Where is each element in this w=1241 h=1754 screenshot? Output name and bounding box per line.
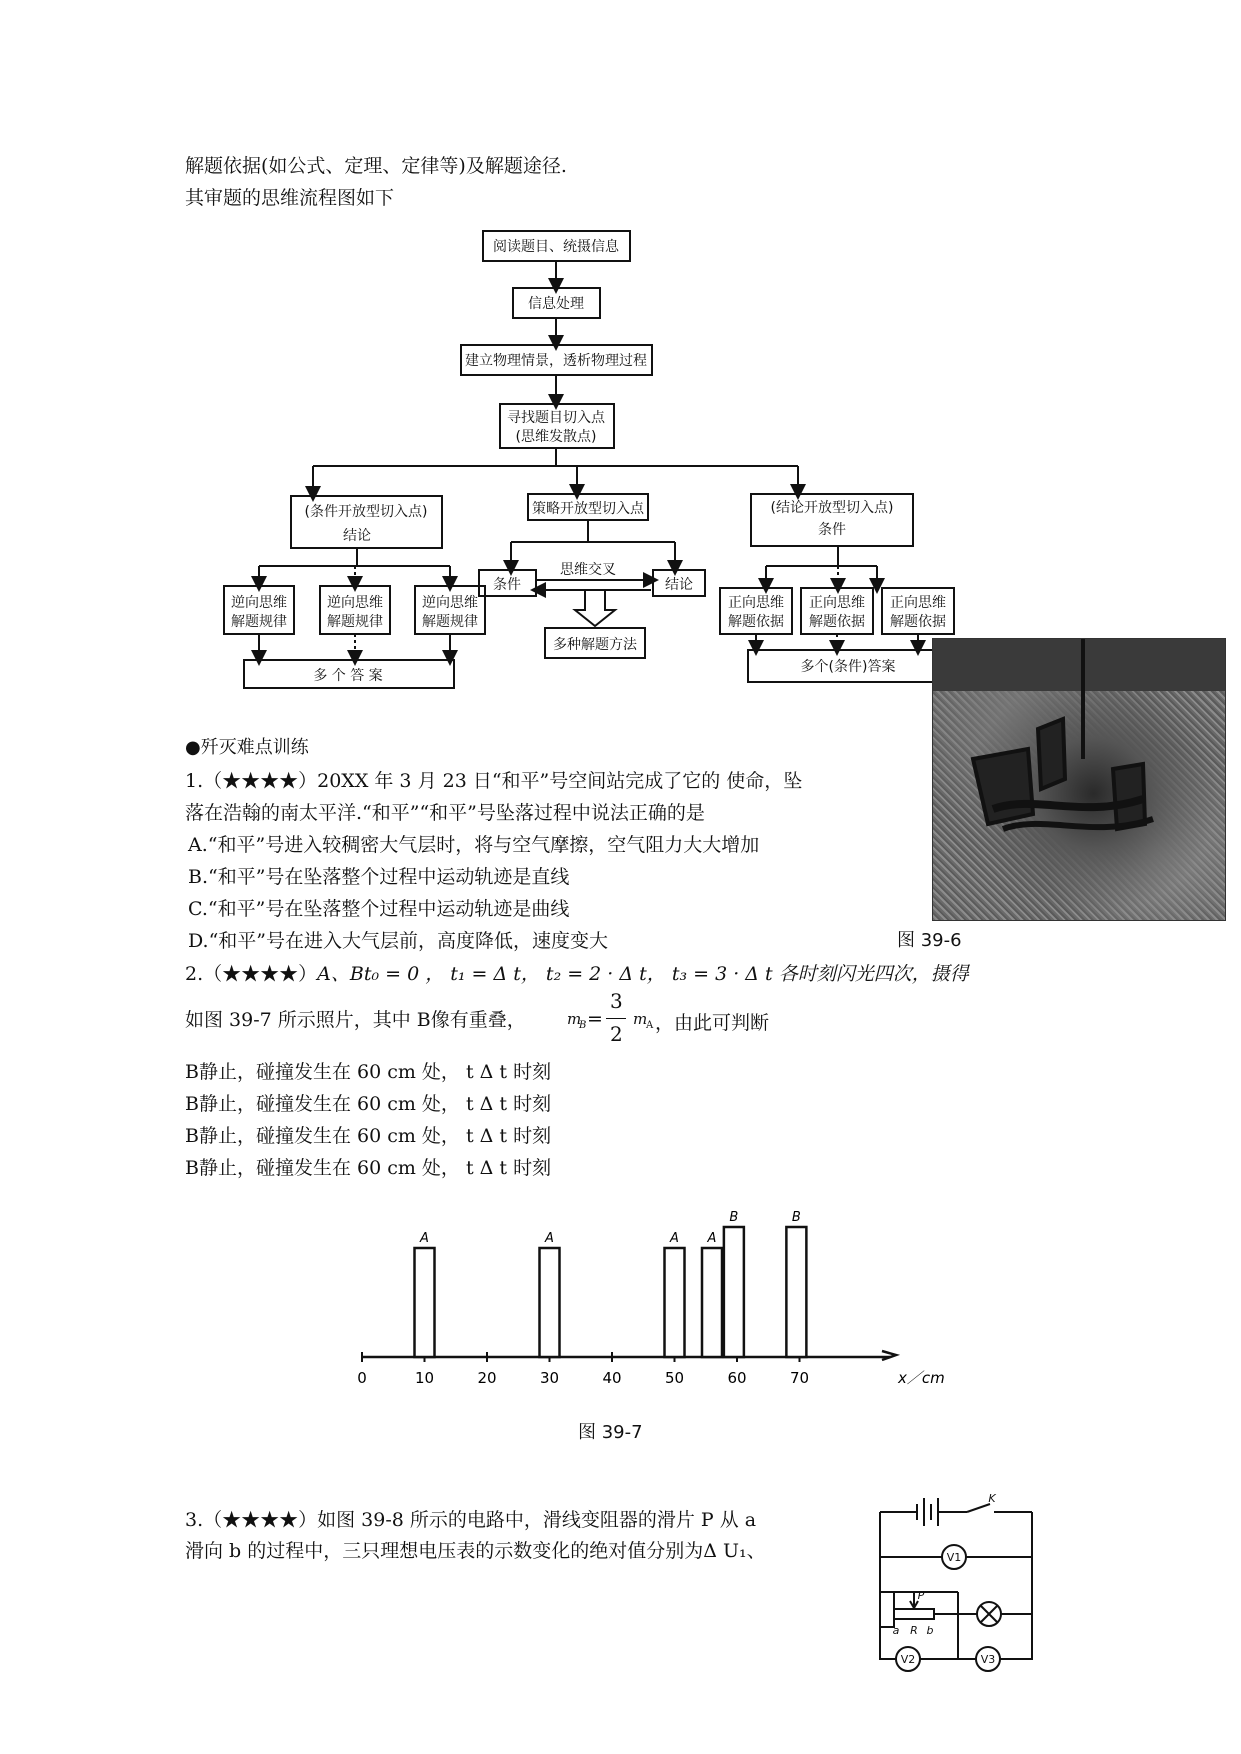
q1-option-d: D.“和平”号在进入大气层前，高度降低，速度变大 xyxy=(188,930,609,952)
step-1-label: 阅读题目、统摄信息 xyxy=(493,239,619,255)
intro-line-2: 其审题的思维流程图如下 xyxy=(185,187,395,209)
x-tick-label: 50 xyxy=(664,1369,685,1387)
thinking-flowchart xyxy=(231,228,950,693)
right-result-label: 多个(条件)答案 xyxy=(800,659,896,675)
slider-label: P xyxy=(917,1589,925,1602)
figure-39-6-caption: 图 39-6 xyxy=(897,930,962,951)
x-tick-label: 40 xyxy=(602,1369,622,1387)
q1-option-c: C.“和平”号在坠落整个过程中运动轨迹是曲线 xyxy=(188,898,570,920)
mid-head-label: 策略开放型切入点 xyxy=(532,501,644,517)
mid-concl-label: 结论 xyxy=(665,577,693,593)
block-a xyxy=(540,1248,560,1357)
block-a xyxy=(415,1248,435,1357)
q1-option-a: A.“和平”号进入较稠密大气层时，将与空气摩擦，空气阻力大大增加 xyxy=(188,834,760,856)
block-label: A xyxy=(420,1231,429,1246)
q2-line-2 xyxy=(185,1008,526,1032)
x-tick-label: 0 xyxy=(357,1369,367,1387)
x-tick-label: 70 xyxy=(789,1369,810,1387)
mid-cross-label: 思维交叉 xyxy=(560,562,616,578)
x-tick-label: 30 xyxy=(539,1369,560,1387)
q2-prefix: 2.（★★★★） xyxy=(185,963,318,985)
block-label: A xyxy=(545,1231,554,1246)
x-tick-label: 20 xyxy=(477,1369,497,1387)
block-label: A xyxy=(670,1231,679,1246)
q2-option-1: B静止，碰撞发生在 60 cm 处， t Δ t 时刻 xyxy=(185,1061,552,1083)
q2-line-1-body: A、Bt₀ = 0 ， t₁ = Δ t， t₂ = 2 · Δ t， t₃ = 3 · Δ t 各时刻闪光四次，摄得 xyxy=(317,963,969,985)
figure-39-7-caption: 图 39-7 xyxy=(578,1422,643,1443)
frac-bar xyxy=(606,1018,626,1019)
mass-rhs-sub: A xyxy=(646,1020,654,1031)
x-tick-label: 60 xyxy=(727,1369,747,1387)
x-axis-label: x／cm xyxy=(898,1369,945,1387)
left-sub-2-l2: 解题规律 xyxy=(327,614,383,630)
right-sub-3-l2: 解题依据 xyxy=(890,614,946,630)
switch-blade xyxy=(967,1504,990,1512)
left-head-label-2: 结论 xyxy=(343,528,371,544)
left-sub-3-l2: 解题规律 xyxy=(422,614,478,630)
block-label: A xyxy=(707,1231,717,1246)
rheostat xyxy=(894,1609,934,1619)
right-head-label-2: 条件 xyxy=(818,522,846,538)
right-sub-3-l1: 正向思维 xyxy=(890,595,946,611)
q2-line-2-suffix: ，由此可判断 xyxy=(655,1012,770,1034)
rheo-b-label: b xyxy=(926,1624,934,1637)
step-4-label-2: (思维发散点) xyxy=(515,429,597,445)
left-sub-3-l1: 逆向思维 xyxy=(422,595,478,611)
q2-line-2-prefix: 如图 39-7 所示照片，其中 B像有重叠， xyxy=(185,1009,526,1031)
step-2-label: 信息处理 xyxy=(528,296,584,312)
figure-39-7 xyxy=(350,1210,945,1400)
right-sub-2-l2: 解题依据 xyxy=(809,614,865,630)
x-tick-label: 10 xyxy=(414,1369,435,1387)
left-head-label-1: (条件开放型切入点) xyxy=(304,504,428,520)
q1-line-2: 落在浩翰的南太平洋.“和平”“和平”号坠落过程中说法正确的是 xyxy=(185,802,705,824)
mass-lhs: m xyxy=(567,1010,582,1028)
right-sub-2-l1: 正向思维 xyxy=(809,595,865,611)
q2-option-4: B静止，碰撞发生在 60 cm 处， t Δ t 时刻 xyxy=(185,1157,552,1179)
mass-lhs-sub: B xyxy=(579,1020,587,1031)
block-b xyxy=(724,1227,744,1357)
mass-eq: = xyxy=(587,1008,603,1030)
right-sub-1-l1: 正向思维 xyxy=(728,595,784,611)
q2-line-1 xyxy=(185,962,969,986)
left-sub-2-l1: 逆向思维 xyxy=(327,595,383,611)
rheo-a-label: a xyxy=(892,1624,900,1637)
block-a xyxy=(665,1248,685,1357)
frac-denominator: 2 xyxy=(610,1022,623,1046)
x-axis-arrow xyxy=(882,1351,896,1360)
v3-label: V3 xyxy=(980,1653,996,1666)
rheo-r-label: R xyxy=(910,1624,918,1637)
space-station-photo xyxy=(932,638,1226,921)
v1-label: V1 xyxy=(946,1551,962,1564)
left-result-label: 多 个 答 案 xyxy=(313,668,383,684)
mid-cond-label: 条件 xyxy=(493,577,521,593)
right-head-label-1: (结论开放型切入点) xyxy=(770,500,894,516)
q2-option-3: B静止，碰撞发生在 60 cm 处， t Δ t 时刻 xyxy=(185,1125,552,1147)
intro-line-1: 解题依据(如公式、定理、定律等)及解题途径. xyxy=(185,155,567,177)
mass-rhs: m xyxy=(633,1010,648,1028)
v2-label: V2 xyxy=(900,1653,916,1666)
block-label: B xyxy=(791,1210,801,1225)
block-label: B xyxy=(729,1210,739,1225)
q3-line-1: 3.（★★★★）如图 39-8 所示的电路中，滑线变阻器的滑片 P 从 a xyxy=(185,1509,757,1531)
circuit-diagram xyxy=(872,1492,1042,1682)
q3-line-2: 滑向 b 的过程中，三只理想电压表的示数变化的绝对值分别为Δ U₁、 xyxy=(185,1540,766,1562)
q2-option-2: B静止，碰撞发生在 60 cm 处， t Δ t 时刻 xyxy=(185,1093,552,1115)
q1-line-1: 1.（★★★★）20XX 年 3 月 23 日“和平”号空间站完成了它的 使命，坠 xyxy=(185,770,803,792)
section-title: ●歼灭难点训练 xyxy=(185,737,309,758)
step-4-label-1: 寻找题目切入点 xyxy=(507,410,605,426)
switch-label: K xyxy=(988,1492,996,1505)
mid-result-label: 多种解题方法 xyxy=(553,637,637,653)
step-3-label: 建立物理情景，透析物理过程 xyxy=(465,353,647,369)
frac-numerator: 3 xyxy=(610,989,623,1013)
left-sub-1-l2: 解题规律 xyxy=(231,614,287,630)
q1-option-b: B.“和平”号在坠落整个过程中运动轨迹是直线 xyxy=(188,866,570,888)
left-sub-1-l1: 逆向思维 xyxy=(231,595,287,611)
right-sub-1-l2: 解题依据 xyxy=(728,614,784,630)
block-b xyxy=(786,1227,806,1357)
block-a xyxy=(702,1248,722,1357)
